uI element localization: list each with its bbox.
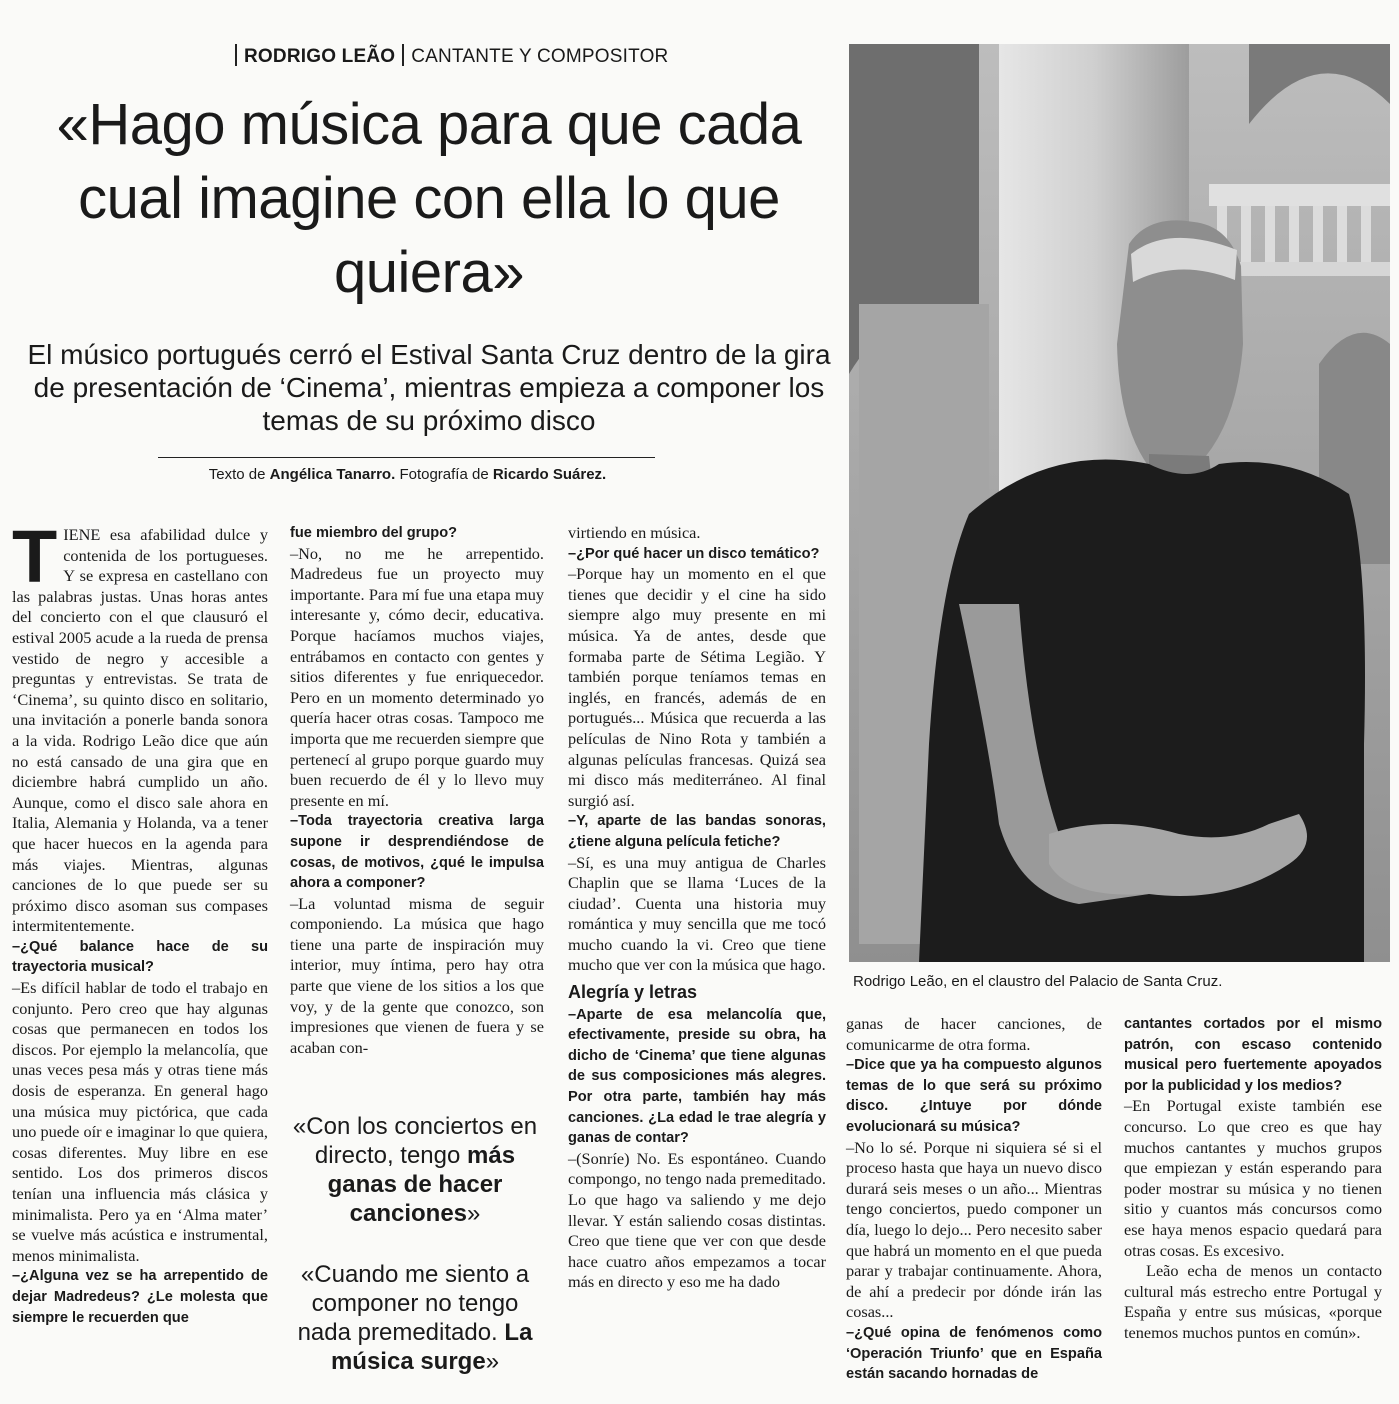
byline-text-prefix: Texto de: [208, 466, 266, 483]
pullquote-emphasis: La música surge: [330, 1319, 533, 1375]
pullquote-emphasis: más ganas de hacer canciones: [327, 1142, 516, 1227]
question: –¿Qué opina de fenómenos como ‘Operación Triunfo’ que en España están sacando hornadas de: [846, 1324, 1102, 1383]
answer: –(Sonríe) No. Es espontáneo. Cuando compongo, no tengo nada premeditado. Lo que hago va saliendo y me dejo llevar. Y están saliendo cosas distintas. Creo que tiene que ver con que desde hace cuatro años empezamos a tocar más en directo y eso me ha dado: [568, 1148, 826, 1292]
question-continued: fue miembro del grupo?: [290, 525, 458, 541]
byline-photo-prefix: Fotografía de: [399, 466, 489, 483]
pullquote-2: [284, 1260, 546, 1376]
drop-cap: T: [12, 515, 58, 598]
column-3: [568, 523, 826, 1293]
pullquote-1: [284, 1112, 546, 1228]
kicker-bar: [235, 44, 237, 66]
subheading: Alegría y letras: [568, 982, 698, 1003]
answer-continued: virtiendo en música.: [568, 523, 701, 542]
intro-caps: IENE: [63, 525, 101, 544]
pullquote-text: «Cuando me siento a componer no tengo nada premeditado.: [297, 1261, 530, 1346]
question: –Toda trayectoria creativa larga supone ir desprendiéndose de cosas, de motivos, ¿qué le impulsa ahora a componer?: [290, 813, 544, 892]
answer: –Es difícil hablar de todo el trabajo en conjunto. Pero creo que hay algunas cosas que permanecen en todos los discos. Por ejemplo la melancolía, que unas veces pesa más y otras tiene más dosis de esperanza. En general hago una música muy pictórica, que cada uno puede oír e imaginar lo que quiera, cosas diferentes. Muy libre en ese sentido. Los dos primeros discos tenían una influencia más clásica y minimalista. Pero ya en ‘Alma mater’ se vuelve más acústica e instrumental, menos minimalista.: [12, 978, 268, 1265]
pullquote-text: «Con los conciertos en directo, tengo: [292, 1113, 538, 1169]
question: –¿Por qué hacer un disco temático?: [568, 545, 820, 562]
answer: –Sí, es una muy antigua de Charles Chaplin que se llama ‘Luces de la ciudad’. Cuenta una historia muy romántica y muy sencilla que me tocó mucho cuando la vi. Creo que tiene mucho que ver con la música que hago.: [568, 852, 826, 975]
column-2: [290, 523, 544, 1058]
photo-caption: Rodrigo Leão, en el claustro del Palacio de Santa Cruz.: [853, 973, 1223, 990]
question: –Dice que ya ha compuesto algunos temas de lo que será su próximo disco. ¿Intuye por dónde evolucionará su música?: [846, 1057, 1102, 1135]
answer-continued: ganas de hacer canciones, de comunicarme de otra forma.: [846, 1014, 1102, 1054]
byline-author: Angélica Tanarro.: [269, 466, 396, 483]
question: –Y, aparte de las bandas sonoras, ¿tiene alguna película fetiche?: [568, 813, 826, 850]
portrait-photo-image: [849, 44, 1390, 962]
kicker-role: CANTANTE Y COMPOSITOR: [411, 46, 669, 67]
column-1: [12, 515, 268, 1328]
kicker-divider: [402, 44, 404, 66]
closing-paragraph: Leão echa de menos un contacto cultural más estrecho entre Portugal y España y entre sus músicas, «porque tenemos muchos puntos en común».: [1124, 1261, 1382, 1342]
portrait-photo: [849, 44, 1390, 962]
answer: –Porque hay un momento en el que tienes que decidir y el cine ha sido siempre algo muy presente en mi música. Ya de antes, desde que formaba parte de Sétima Legião. Y también porque teníamos temas en inglés, en francés, además de en portugués... Música que recuerda a las películas de Nino Rota y también a algunas películas francesas. Quizá sea mi disco más mediterráneo. Al final surgió así.: [568, 564, 826, 810]
pullquote-close: »: [467, 1200, 481, 1227]
headline: «Hago música para que cada cual imagine con ella lo que quiera»: [56, 92, 802, 305]
answer: –La voluntad misma de seguir componiendo. La música que hago tiene una parte de inspiración muy interior, muy íntima, pero hay otra parte que viene de los sitios a los que voy, y de la gente que conozco, son impresiones que vienen de fuera y se acaban con-: [290, 893, 544, 1057]
pullquote-close: »: [485, 1348, 500, 1375]
question: –¿Qué balance hace de su trayectoria musical?: [12, 938, 268, 976]
answer: –No, no me he arrepentido. Madredeus fue un proyecto muy importante. Para mí fue una etapa muy interesante y, cómo decir, educativa. Porque hacíamos muchos viajes, entrábamos en contacto con gentes y sitios diferentes y fue enriquecedor. Pero en un momento determinado yo quería hacer otras cosas. Tampoco me importa que me recuerden siempre que pertenecí al grupo porque guardo muy buen recuerdo de él y lo llevo muy presente en mí.: [290, 543, 544, 810]
column-5: [1124, 1014, 1382, 1344]
byline-photographer: Ricardo Suárez.: [492, 466, 607, 483]
byline-rule: [158, 457, 655, 458]
question: –Aparte de esa melancolía que, efectivamente, preside su obra, ha dicho de ‘Cinema’ que tiene algunas de sus composiciones más alegres. Por otra parte, también hay más canciones. ¿La edad le trae alegría y ganas de contar?: [568, 1006, 826, 1147]
kicker-name: RODRIGO LEÃO: [244, 46, 396, 67]
intro-paragraph: [12, 515, 268, 937]
answer: –No lo sé. Porque ni siquiera sé si el proceso hasta que haya un nuevo disco durará seis meses o un año... Mientras tengo conciertos, puedo componer un día, luego lo dejo... Pero necesito saber que habrá un momento en el que pueda parar y trabajar continuamente. Ahora, de ahí a predecir por dónde irán las cosas...: [846, 1137, 1102, 1322]
question-continued: cantantes cortados por el mismo patrón, con escaso contenido musical pero fuertemente apoyados por la publicidad y los medios?: [1124, 1016, 1382, 1094]
question: –¿Alguna vez se ha arrepentido de dejar Madredeus? ¿Le molesta que siempre le recuerden que: [12, 1268, 268, 1326]
kicker: [228, 44, 668, 68]
intro-text: esa afabilidad dulce y contenida de los portugueses. Y se expresa en castellano con las palabras justas. Unas horas antes del concierto con el que clausuró el estival 2005 acude a la rueda de prensa vestido de negro y accesible a preguntas y entrevistas. Se trata de ‘Cinema’, su quinto disco en solitario, una invitación a ponerle banda sonora a la vida. Rodrigo Leão dice que aún no está cansado de una gira que en diciembre habrá cumplido un año. Aunque, como el disco sale ahora en Italia, Alemania y Holanda, va a tener que hacer huecos en la agenda para más viajes. Mientras, algunas canciones de lo que puede ser su próximo disco asoman sus compases intermitentemente.: [12, 525, 268, 936]
byline: [150, 466, 665, 483]
deck: El músico portugués cerró el Estival Santa Cruz dentro de la gira de presentación de ‘Cinema’, mientras empieza a componer los temas de su próximo disco: [27, 339, 831, 436]
answer: –En Portugal existe también ese concurso. Lo que creo es que hay muchos cantantes y muchos grupos que empiezan y están esperando para poder mostrar su música y no tienen sitio y cuantos más concursos como ese haya menos espacio quedará para otras cosas. Es excesivo.: [1124, 1096, 1382, 1260]
column-4: [846, 1014, 1102, 1385]
